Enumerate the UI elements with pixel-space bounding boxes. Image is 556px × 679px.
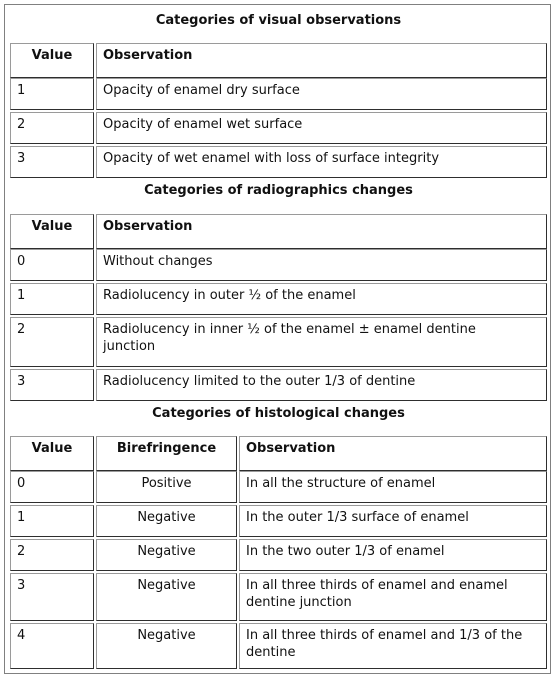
- histological-section-title: Categories of histological changes: [152, 406, 405, 421]
- histological-row-4-observation: [239, 623, 547, 669]
- radiographic-section-title: Categories of radiographics changes: [144, 183, 413, 198]
- radiographic-row-2-observation-line-1: Radiolucency in inner ½ of the enamel ± enamel dentine: [103, 322, 476, 337]
- histological-row-0-observation: In all the structure of enamel: [239, 471, 547, 503]
- radiographic-header-observation: Observation: [96, 214, 547, 249]
- histological-header-birefringence: Birefringence: [96, 436, 237, 471]
- visual-section-title: Categories of visual observations: [155, 13, 402, 28]
- histological-row-3-observation-line-1: In all three thirds of enamel and enamel: [246, 578, 508, 593]
- radiographic-row-0-observation: Without changes: [96, 249, 547, 281]
- histological-row-2-value: 2: [10, 539, 94, 571]
- histological-row-4-birefringence: Negative: [96, 623, 237, 669]
- histological-row-3-value: 3: [10, 573, 94, 621]
- histological-row-3-observation: [239, 573, 547, 621]
- radiographic-row-0-value: 0: [10, 249, 94, 281]
- histological-header-observation: Observation: [239, 436, 547, 471]
- histological-header-value: Value: [10, 436, 94, 471]
- histological-row-2-observation: In the two outer 1/3 of enamel: [239, 539, 547, 571]
- histological-row-4-value: 4: [10, 623, 94, 669]
- histological-row-0-birefringence: Positive: [96, 471, 237, 503]
- radiographic-row-1-observation: Radiolucency in outer ½ of the enamel: [96, 283, 547, 315]
- radiographic-row-2-value: 2: [10, 317, 94, 367]
- radiographic-row-2-observation-line-2: junction: [103, 339, 156, 354]
- visual-row-1-observation: Opacity of enamel dry surface: [96, 78, 547, 110]
- histological-row-2-birefringence: Negative: [96, 539, 237, 571]
- radiographic-header-value: Value: [10, 214, 94, 249]
- histological-row-1-value: 1: [10, 505, 94, 537]
- visual-row-2-observation: Opacity of enamel wet surface: [96, 112, 547, 144]
- radiographic-row-2-observation: [96, 317, 547, 367]
- visual-row-2-value: 2: [10, 112, 94, 144]
- visual-row-3-observation: Opacity of wet enamel with loss of surface integrity: [96, 146, 547, 178]
- radiographic-row-1-value: 1: [10, 283, 94, 315]
- histological-row-1-observation: In the outer 1/3 surface of enamel: [239, 505, 547, 537]
- histological-row-0-value: 0: [10, 471, 94, 503]
- histological-row-3-observation-line-2: dentine junction: [246, 595, 352, 610]
- radiographic-row-3-observation: Radiolucency limited to the outer 1/3 of dentine: [96, 369, 547, 401]
- radiographic-row-3-value: 3: [10, 369, 94, 401]
- histological-row-4-observation-line-1: In all three thirds of enamel and 1/3 of the: [246, 628, 523, 643]
- visual-row-3-value: 3: [10, 146, 94, 178]
- visual-row-1-value: 1: [10, 78, 94, 110]
- visual-header-observation: Observation: [96, 43, 547, 78]
- histological-row-4-observation-line-2: dentine: [246, 645, 296, 660]
- visual-header-value: Value: [10, 43, 94, 78]
- histological-row-1-birefringence: Negative: [96, 505, 237, 537]
- histological-row-3-birefringence: Negative: [96, 573, 237, 621]
